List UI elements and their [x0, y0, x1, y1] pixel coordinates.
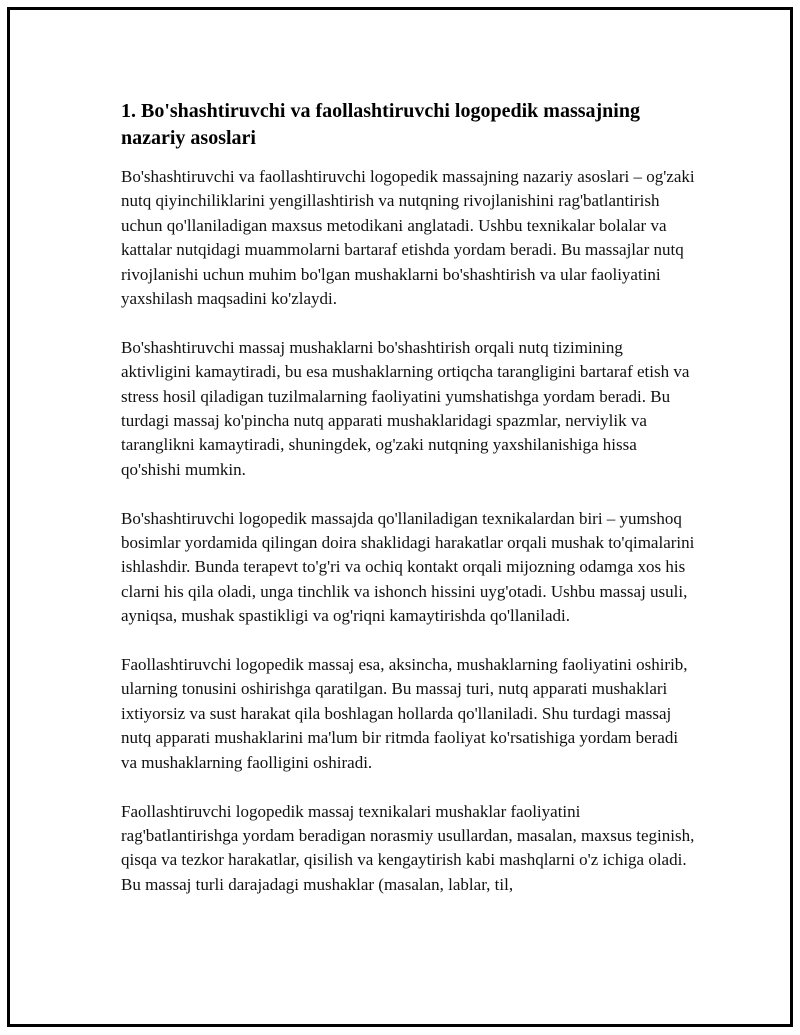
paragraph-3: Bo'shashtiruvchi logopedik massajda qo'llaniladigan texnikalardan biri – yumshoq bosimlar yordamida qilingan doira shaklidagi harakatlar orqali mushak to'qimalarini ishlashdir. Bunda terapevt to'g'ri va ochiq kontakt orqali mijozning odamga xos his clarni his qila oladi, unga tinchlik va ishonch hissini uyg'otadi. Ushbu massaj usuli, ayniqsa, mushak spastikligi va og'riqni kamaytirishda qo'llaniladi.	[121, 508, 695, 626]
paragraph-1: Bo'shashtiruvchi va faollashtiruvchi logopedik massajning nazariy asoslari – og'zaki nutq qiyinchiliklarini yengillashtirish va nutqning rivojlanishini rag'batlantirish uchun qo'llaniladigan maxsus metodikani anglatadi. Ushbu texnikalar bolalar va kattalar nutqidagi muammolarni bartaraf etishda yordam beradi. Bu massajlar nutq rivojlanishi uchun muhim bo'lgan mushaklarni bo'shashtirish va ular faoliyatini yaxshilash maqsadini ko'zlaydi.	[121, 167, 695, 309]
section-heading: 1. Bo'shashtiruvchi va faollashtiruvchi logopedik massajning nazariy asoslari	[121, 100, 640, 149]
paragraph-2: Bo'shashtiruvchi massaj mushaklarni bo'shashtirish orqali nutq tizimining aktivligini kamaytiradi, bu esa mushaklarning ortiqcha tarangligini bartaraf etish va stress hosil qiladigan tuzilmalarning faoliyatini yumshatishga yordam beradi. Bu turdagi massaj ko'pincha nutq apparati mushaklaridagi spazmlar, nerviylik va taranglikni kamaytiradi, shuningdek, og'zaki nutqning yaxshilanishiga hissa qo'shishi mumkin.	[121, 337, 690, 479]
page-frame	[7, 7, 793, 1027]
paragraph-5: Faollashtiruvchi logopedik massaj texnikalari mushaklar faoliyatini rag'batlantirishga yordam beradigan norasmiy usullardan, masalan, maxsus teginish, qisqa va tezkor harakatlar, qisilish va kengaytirish kabi mashqlarni o'z ichiga oladi. Bu massaj turli darajadagi mushaklar (masalan, lablar, til,	[121, 801, 695, 894]
paragraph-4: Faollashtiruvchi logopedik massaj esa, aksincha, mushaklarning faoliyatini oshirib, ularning tonusini oshirishga qaratilgan. Bu massaj turi, nutq apparati mushaklari ixtiyorsiz va sust harakat qila boshlagan hollarda qo'llaniladi. Shu turdagi massaj nutq apparati mushaklarini ma'lum bir ritmda faoliyat ko'rsatishiga yordam beradi va mushaklarning faolligini oshiradi.	[121, 655, 688, 772]
document-body	[121, 98, 696, 922]
